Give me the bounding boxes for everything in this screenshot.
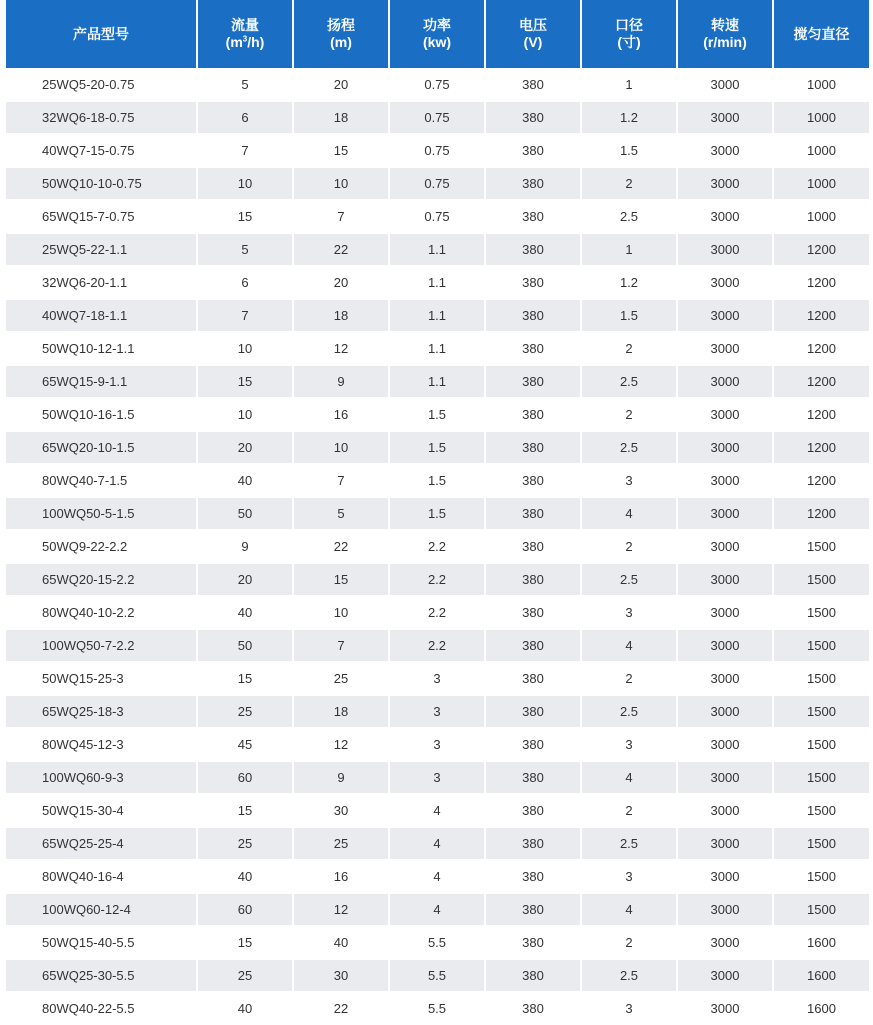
cell-head: 15 <box>294 134 388 167</box>
cell-flow: 50 <box>198 497 292 530</box>
cell-diameter: 2 <box>582 530 676 563</box>
cell-speed: 3000 <box>678 530 772 563</box>
cell-diameter: 2 <box>582 794 676 827</box>
cell-diameter: 3 <box>582 464 676 497</box>
cell-voltage: 380 <box>486 497 580 530</box>
cell-stir: 1500 <box>774 695 869 728</box>
header-flow <box>198 0 292 68</box>
cell-voltage: 380 <box>486 299 580 332</box>
cell-speed: 3000 <box>678 893 772 926</box>
cell-speed: 3000 <box>678 398 772 431</box>
cell-flow: 45 <box>198 728 292 761</box>
cell-power: 2.2 <box>390 563 484 596</box>
cell-voltage: 380 <box>486 662 580 695</box>
cell-diameter: 2 <box>582 332 676 365</box>
cell-speed: 3000 <box>678 794 772 827</box>
cell-model: 100WQ60-9-3 <box>6 761 196 794</box>
cell-power: 1.5 <box>390 431 484 464</box>
cell-speed: 3000 <box>678 662 772 695</box>
cell-stir: 1500 <box>774 893 869 926</box>
cell-speed: 3000 <box>678 431 772 464</box>
header-flow-unit <box>198 34 292 51</box>
cell-model: 25WQ5-20-0.75 <box>6 68 196 101</box>
cell-model: 50WQ15-30-4 <box>6 794 196 827</box>
cell-diameter: 4 <box>582 497 676 530</box>
cell-diameter: 3 <box>582 596 676 629</box>
header-diameter <box>582 0 676 68</box>
table-row <box>6 266 869 299</box>
cell-model: 32WQ6-18-0.75 <box>6 101 196 134</box>
cell-diameter: 2 <box>582 398 676 431</box>
cell-stir: 1500 <box>774 530 869 563</box>
pump-spec-table <box>4 0 871 1025</box>
cell-speed: 3000 <box>678 233 772 266</box>
cell-speed: 3000 <box>678 266 772 299</box>
cell-head: 18 <box>294 101 388 134</box>
header-power-label: 功率 <box>423 17 451 33</box>
cell-power: 5.5 <box>390 926 484 959</box>
table-row <box>6 398 869 431</box>
cell-stir: 1000 <box>774 134 869 167</box>
cell-model: 50WQ10-16-1.5 <box>6 398 196 431</box>
cell-stir: 1000 <box>774 200 869 233</box>
cell-flow: 60 <box>198 761 292 794</box>
cell-flow: 9 <box>198 530 292 563</box>
cell-speed: 3000 <box>678 959 772 992</box>
cell-diameter: 2.5 <box>582 959 676 992</box>
cell-head: 20 <box>294 68 388 101</box>
cell-flow: 40 <box>198 860 292 893</box>
cell-power: 1.1 <box>390 332 484 365</box>
cell-voltage: 380 <box>486 365 580 398</box>
cell-stir: 1500 <box>774 629 869 662</box>
cell-stir: 1500 <box>774 827 869 860</box>
cell-flow: 10 <box>198 332 292 365</box>
cell-flow: 15 <box>198 926 292 959</box>
table-row <box>6 200 869 233</box>
cell-model: 65WQ25-18-3 <box>6 695 196 728</box>
cell-flow: 6 <box>198 101 292 134</box>
cell-voltage: 380 <box>486 332 580 365</box>
header-head-label: 扬程 <box>327 17 355 33</box>
cell-stir: 1500 <box>774 563 869 596</box>
cell-diameter: 2.5 <box>582 431 676 464</box>
cell-speed: 3000 <box>678 332 772 365</box>
cell-stir: 1200 <box>774 398 869 431</box>
cell-speed: 3000 <box>678 728 772 761</box>
cell-diameter: 2 <box>582 662 676 695</box>
cell-voltage: 380 <box>486 68 580 101</box>
cell-stir: 1000 <box>774 167 869 200</box>
cell-voltage: 380 <box>486 893 580 926</box>
cell-voltage: 380 <box>486 992 580 1025</box>
cell-diameter: 1 <box>582 233 676 266</box>
header-voltage <box>486 0 580 68</box>
cell-voltage: 380 <box>486 695 580 728</box>
table-row <box>6 332 869 365</box>
cell-model: 100WQ60-12-4 <box>6 893 196 926</box>
cell-power: 0.75 <box>390 134 484 167</box>
cell-power: 3 <box>390 761 484 794</box>
table-row <box>6 629 869 662</box>
header-head-unit: (m) <box>330 34 352 50</box>
cell-power: 1.5 <box>390 497 484 530</box>
cell-flow: 10 <box>198 398 292 431</box>
cell-head: 12 <box>294 893 388 926</box>
cell-power: 1.5 <box>390 464 484 497</box>
cell-diameter: 2.5 <box>582 365 676 398</box>
cell-voltage: 380 <box>486 464 580 497</box>
cell-diameter: 2.5 <box>582 200 676 233</box>
cell-voltage: 380 <box>486 959 580 992</box>
header-flow-label: 流量 <box>231 17 259 33</box>
table-row <box>6 497 869 530</box>
header-model <box>6 0 196 68</box>
cell-power: 3 <box>390 662 484 695</box>
cell-voltage: 380 <box>486 134 580 167</box>
cell-head: 7 <box>294 464 388 497</box>
cell-voltage: 380 <box>486 266 580 299</box>
header-diameter-unit: (寸) <box>617 34 641 50</box>
cell-speed: 3000 <box>678 167 772 200</box>
cell-voltage: 380 <box>486 596 580 629</box>
header-voltage-unit: (V) <box>523 34 543 50</box>
cell-speed: 3000 <box>678 200 772 233</box>
cell-speed: 3000 <box>678 365 772 398</box>
cell-power: 5.5 <box>390 992 484 1025</box>
header-stir <box>774 0 869 68</box>
cell-head: 22 <box>294 530 388 563</box>
cell-voltage: 380 <box>486 101 580 134</box>
cell-stir: 1200 <box>774 497 869 530</box>
cell-power: 1.1 <box>390 233 484 266</box>
cell-flow: 25 <box>198 695 292 728</box>
cell-model: 80WQ40-7-1.5 <box>6 464 196 497</box>
table-row <box>6 299 869 332</box>
cell-flow: 7 <box>198 299 292 332</box>
cell-flow: 10 <box>198 167 292 200</box>
header-speed-label: 转速 <box>711 17 739 33</box>
cell-model: 65WQ25-25-4 <box>6 827 196 860</box>
cell-model: 40WQ7-18-1.1 <box>6 299 196 332</box>
table-row <box>6 167 869 200</box>
header-model-label: 产品型号 <box>73 25 129 42</box>
cell-diameter: 3 <box>582 992 676 1025</box>
cell-model: 80WQ45-12-3 <box>6 728 196 761</box>
cell-diameter: 2.5 <box>582 695 676 728</box>
cell-power: 1.1 <box>390 365 484 398</box>
table-row <box>6 761 869 794</box>
cell-speed: 3000 <box>678 629 772 662</box>
cell-speed: 3000 <box>678 299 772 332</box>
cell-power: 2.2 <box>390 596 484 629</box>
cell-stir: 1200 <box>774 431 869 464</box>
cell-stir: 1000 <box>774 101 869 134</box>
table-row <box>6 794 869 827</box>
cell-stir: 1500 <box>774 596 869 629</box>
cell-head: 30 <box>294 959 388 992</box>
cell-head: 10 <box>294 596 388 629</box>
cell-stir: 1500 <box>774 728 869 761</box>
cell-model: 65WQ15-7-0.75 <box>6 200 196 233</box>
cell-head: 22 <box>294 992 388 1025</box>
header-power <box>390 0 484 68</box>
cell-voltage: 380 <box>486 794 580 827</box>
cell-diameter: 1.5 <box>582 134 676 167</box>
cell-voltage: 380 <box>486 926 580 959</box>
table-row <box>6 926 869 959</box>
cell-power: 1.1 <box>390 266 484 299</box>
cell-flow: 15 <box>198 794 292 827</box>
cell-power: 0.75 <box>390 68 484 101</box>
cell-stir: 1200 <box>774 233 869 266</box>
cell-head: 15 <box>294 563 388 596</box>
cell-model: 50WQ15-25-3 <box>6 662 196 695</box>
cell-power: 0.75 <box>390 167 484 200</box>
cell-flow: 5 <box>198 68 292 101</box>
cell-model: 50WQ15-40-5.5 <box>6 926 196 959</box>
cell-diameter: 4 <box>582 761 676 794</box>
cell-flow: 40 <box>198 992 292 1025</box>
table-row <box>6 827 869 860</box>
cell-flow: 25 <box>198 959 292 992</box>
cell-stir: 1500 <box>774 761 869 794</box>
table-row <box>6 233 869 266</box>
cell-flow: 25 <box>198 827 292 860</box>
table-row <box>6 365 869 398</box>
cell-model: 32WQ6-20-1.1 <box>6 266 196 299</box>
table-body <box>6 68 869 1025</box>
cell-stir: 1200 <box>774 266 869 299</box>
cell-stir: 1200 <box>774 332 869 365</box>
header-head <box>294 0 388 68</box>
cell-diameter: 3 <box>582 860 676 893</box>
cell-stir: 1500 <box>774 860 869 893</box>
table-row <box>6 992 869 1025</box>
cell-speed: 3000 <box>678 134 772 167</box>
cell-stir: 1500 <box>774 794 869 827</box>
flow-unit-post: /h) <box>247 34 265 50</box>
table-row <box>6 530 869 563</box>
header-speed-unit: (r/min) <box>703 34 747 50</box>
table-header <box>6 0 869 68</box>
cell-power: 5.5 <box>390 959 484 992</box>
cell-speed: 3000 <box>678 992 772 1025</box>
cell-head: 16 <box>294 398 388 431</box>
header-power-unit: (kw) <box>423 34 451 50</box>
cell-head: 10 <box>294 167 388 200</box>
cell-stir: 1200 <box>774 365 869 398</box>
cell-power: 4 <box>390 827 484 860</box>
cell-flow: 6 <box>198 266 292 299</box>
cell-voltage: 380 <box>486 167 580 200</box>
cell-head: 7 <box>294 629 388 662</box>
cell-model: 40WQ7-15-0.75 <box>6 134 196 167</box>
cell-model: 80WQ40-16-4 <box>6 860 196 893</box>
cell-stir: 1600 <box>774 926 869 959</box>
cell-voltage: 380 <box>486 827 580 860</box>
cell-voltage: 380 <box>486 629 580 662</box>
cell-stir: 1200 <box>774 299 869 332</box>
cell-power: 4 <box>390 893 484 926</box>
cell-speed: 3000 <box>678 596 772 629</box>
cell-power: 4 <box>390 860 484 893</box>
cell-head: 40 <box>294 926 388 959</box>
cell-head: 7 <box>294 200 388 233</box>
cell-model: 100WQ50-7-2.2 <box>6 629 196 662</box>
cell-diameter: 2 <box>582 167 676 200</box>
cell-head: 18 <box>294 299 388 332</box>
table-row <box>6 695 869 728</box>
table-row <box>6 101 869 134</box>
cell-power: 1.5 <box>390 398 484 431</box>
table-row <box>6 134 869 167</box>
cell-power: 2.2 <box>390 629 484 662</box>
cell-voltage: 380 <box>486 860 580 893</box>
cell-diameter: 2.5 <box>582 563 676 596</box>
table-row <box>6 728 869 761</box>
cell-head: 9 <box>294 365 388 398</box>
cell-model: 25WQ5-22-1.1 <box>6 233 196 266</box>
cell-speed: 3000 <box>678 860 772 893</box>
cell-speed: 3000 <box>678 68 772 101</box>
cell-flow: 5 <box>198 233 292 266</box>
cell-head: 18 <box>294 695 388 728</box>
cell-head: 12 <box>294 728 388 761</box>
table-row <box>6 464 869 497</box>
cell-diameter: 1.5 <box>582 299 676 332</box>
cell-power: 3 <box>390 695 484 728</box>
cell-speed: 3000 <box>678 926 772 959</box>
cell-flow: 7 <box>198 134 292 167</box>
cell-speed: 3000 <box>678 761 772 794</box>
header-diameter-label: 口径 <box>615 17 643 33</box>
cell-model: 50WQ10-10-0.75 <box>6 167 196 200</box>
header-voltage-label: 电压 <box>519 17 547 33</box>
cell-model: 100WQ50-5-1.5 <box>6 497 196 530</box>
cell-diameter: 4 <box>582 629 676 662</box>
flow-unit-pre: (m <box>225 34 243 50</box>
cell-speed: 3000 <box>678 101 772 134</box>
table-row <box>6 959 869 992</box>
cell-voltage: 380 <box>486 563 580 596</box>
cell-flow: 40 <box>198 464 292 497</box>
cell-voltage: 380 <box>486 728 580 761</box>
cell-model: 50WQ10-12-1.1 <box>6 332 196 365</box>
cell-flow: 40 <box>198 596 292 629</box>
cell-power: 1.1 <box>390 299 484 332</box>
cell-power: 0.75 <box>390 200 484 233</box>
cell-speed: 3000 <box>678 464 772 497</box>
cell-stir: 1600 <box>774 959 869 992</box>
cell-head: 10 <box>294 431 388 464</box>
cell-power: 3 <box>390 728 484 761</box>
cell-head: 16 <box>294 860 388 893</box>
cell-flow: 15 <box>198 200 292 233</box>
table-row <box>6 563 869 596</box>
cell-head: 22 <box>294 233 388 266</box>
table-row <box>6 431 869 464</box>
cell-flow: 20 <box>198 563 292 596</box>
cell-head: 5 <box>294 497 388 530</box>
header-speed <box>678 0 772 68</box>
cell-power: 0.75 <box>390 101 484 134</box>
cell-voltage: 380 <box>486 398 580 431</box>
cell-model: 50WQ9-22-2.2 <box>6 530 196 563</box>
cell-model: 80WQ40-10-2.2 <box>6 596 196 629</box>
cell-voltage: 380 <box>486 431 580 464</box>
cell-stir: 1000 <box>774 68 869 101</box>
cell-stir: 1200 <box>774 464 869 497</box>
cell-flow: 50 <box>198 629 292 662</box>
cell-power: 4 <box>390 794 484 827</box>
cell-flow: 15 <box>198 365 292 398</box>
cell-model: 65WQ20-10-1.5 <box>6 431 196 464</box>
cell-speed: 3000 <box>678 827 772 860</box>
cell-speed: 3000 <box>678 695 772 728</box>
cell-diameter: 1 <box>582 68 676 101</box>
cell-model: 65WQ15-9-1.1 <box>6 365 196 398</box>
cell-flow: 20 <box>198 431 292 464</box>
cell-diameter: 2 <box>582 926 676 959</box>
table-row <box>6 893 869 926</box>
cell-model: 80WQ40-22-5.5 <box>6 992 196 1025</box>
table-row <box>6 860 869 893</box>
cell-model: 65WQ20-15-2.2 <box>6 563 196 596</box>
cell-diameter: 3 <box>582 728 676 761</box>
cell-voltage: 380 <box>486 761 580 794</box>
header-stir-label: 搅匀直径 <box>793 25 850 42</box>
cell-model: 65WQ25-30-5.5 <box>6 959 196 992</box>
cell-speed: 3000 <box>678 563 772 596</box>
cell-head: 25 <box>294 827 388 860</box>
cell-diameter: 2.5 <box>582 827 676 860</box>
cell-voltage: 380 <box>486 200 580 233</box>
cell-diameter: 1.2 <box>582 101 676 134</box>
cell-stir: 1500 <box>774 662 869 695</box>
cell-power: 2.2 <box>390 530 484 563</box>
cell-diameter: 1.2 <box>582 266 676 299</box>
table-row <box>6 596 869 629</box>
cell-head: 12 <box>294 332 388 365</box>
table-row <box>6 662 869 695</box>
cell-head: 25 <box>294 662 388 695</box>
cell-flow: 15 <box>198 662 292 695</box>
cell-stir: 1600 <box>774 992 869 1025</box>
cell-head: 20 <box>294 266 388 299</box>
cell-voltage: 380 <box>486 233 580 266</box>
cell-head: 9 <box>294 761 388 794</box>
flow-unit-sup: 3 <box>242 34 248 44</box>
cell-voltage: 380 <box>486 530 580 563</box>
cell-diameter: 4 <box>582 893 676 926</box>
cell-flow: 60 <box>198 893 292 926</box>
table-row <box>6 68 869 101</box>
header-row <box>6 0 869 68</box>
cell-speed: 3000 <box>678 497 772 530</box>
cell-head: 30 <box>294 794 388 827</box>
